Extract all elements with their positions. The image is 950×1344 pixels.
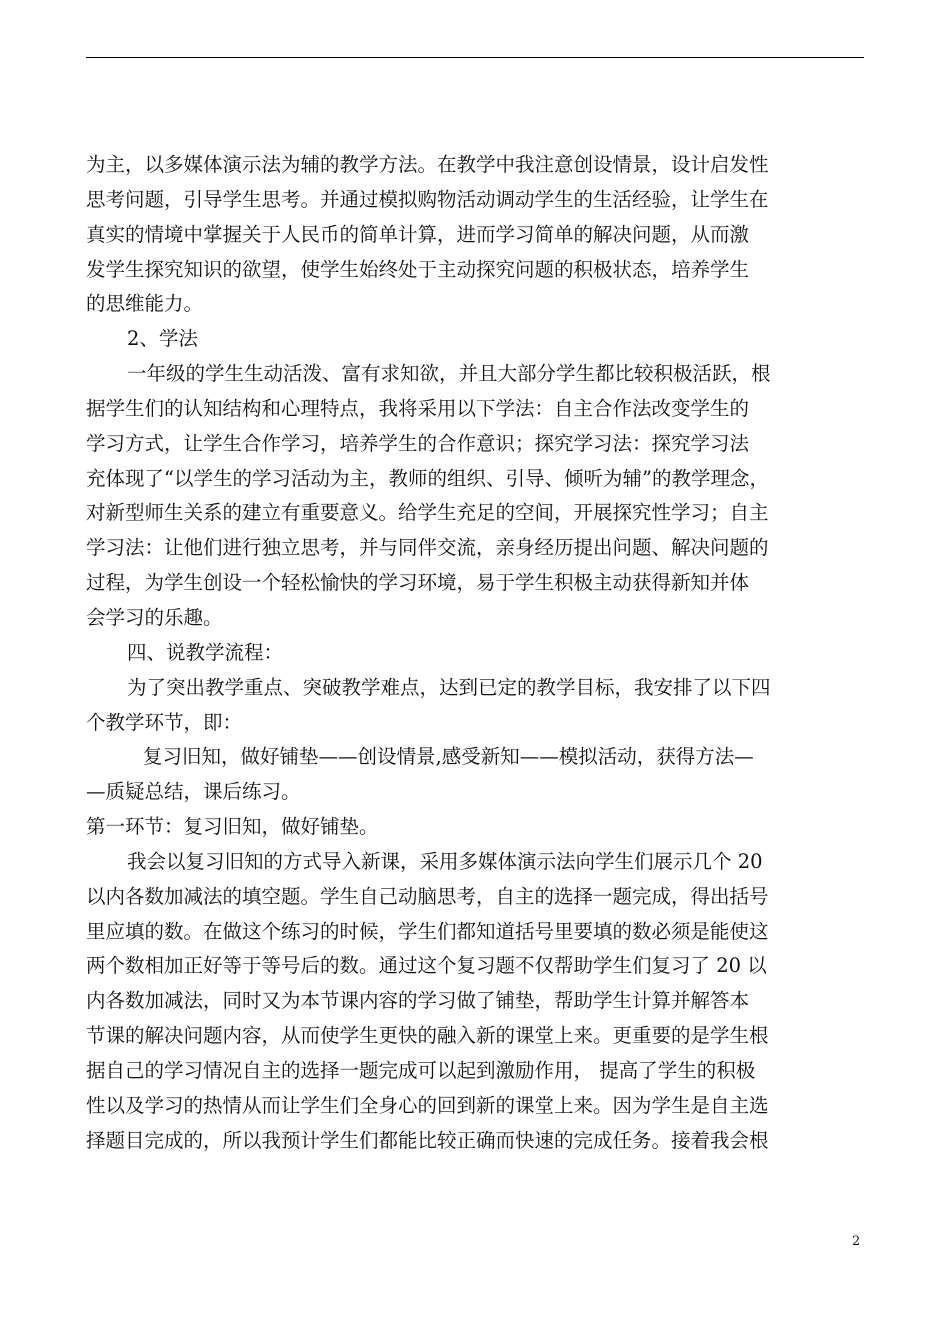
text-line: 一年级的学生生动活泼、富有求知欲，并且大部分学生都比较积极活跃，根 [127, 362, 771, 386]
text-line: —质疑总结，课后练习。 [86, 780, 301, 804]
text-line: 节课的解决问题内容，从而使学生更快的融入新的课堂上来。更重要的是学生根 [86, 1024, 769, 1048]
text-line: 对新型师生关系的建立有重要意义。给学生充足的空间，开展探究性学习；自主 [86, 501, 769, 525]
text-line: 里应填的数。在做这个练习的时候，学生们都知道括号里要填的数必须是能使这 [86, 919, 769, 943]
header-rule [86, 57, 864, 58]
text-line: 为了突出教学重点、突破教学难点，达到已定的教学目标，我安排了以下四 [127, 675, 771, 699]
text-line: 据自己的学习情况自主的选择一题完成可以起到激励作用， 提高了学生的积极 [86, 1058, 756, 1082]
text-line: 发学生探究知识的欲望，使学生始终处于主动探究问题的积极状态，培养学生 [86, 257, 750, 281]
text-line: 个教学环节，即： [86, 710, 243, 734]
text-line: 思考问题，引导学生思考。并通过模拟购物活动调动学生的生活经验，让学生在 [86, 187, 769, 211]
section-heading: 四、说教学流程： [127, 640, 284, 664]
text-line: 为主，以多媒体演示法为辅的教学方法。在教学中我注意创设情景，设计启发性 [86, 153, 769, 176]
section-heading: 2、学法 [127, 327, 198, 351]
text-line: 据学生们的认知结构和心理特点，我将采用以下学法：自主合作法改变学生的 [86, 396, 750, 420]
text-line: 以内各数加减法的填空题。学生自己动脑思考，自主的选择一题完成，得出括号 [86, 884, 769, 908]
text-line: 会学习的乐趣。 [86, 605, 223, 629]
document-body [86, 148, 864, 1158]
text-line: 过程，为学生创设一个轻松愉快的学习环境，易于学生积极主动获得新知并体 [86, 571, 750, 595]
text-line: 复习旧知，做好铺垫——创设情景,感受新知——模拟活动，获得方法— [143, 745, 754, 769]
text-line: 学习法：让他们进行独立思考，并与同伴交流，亲身经历提出问题、解决问题的 [86, 536, 769, 560]
text-line: 内各数加减法，同时又为本节课内容的学习做了铺垫，帮助学生计算并解答本 [86, 989, 750, 1013]
text-line: 两个数相加正好等于等号后的数。通过这个复习题不仅帮助学生们复习了 20 以 [86, 954, 767, 978]
text-line: 学习方式，让学生合作学习，培养学生的合作意识；探究学习法：探究学习法 [86, 431, 750, 455]
text-line: 性以及学习的热情从而让学生们全身心的回到新的课堂上来。因为学生是自主选 [86, 1093, 769, 1117]
text-line: 我会以复习旧知的方式导入新课，采用多媒体演示法向学生们展示几个 20 [127, 849, 763, 873]
page-number: 2 [852, 1234, 861, 1249]
text-line: 的思维能力。 [86, 292, 204, 316]
text-line: 择题目完成的，所以我预计学生们都能比较正确而快速的完成任务。接着我会根 [86, 1128, 769, 1152]
text-line: 真实的情境中掌握关于人民币的简单计算，进而学习简单的解决问题，从而激 [86, 222, 750, 246]
section-heading: 第一环节：复习旧知，做好铺垫。 [86, 815, 379, 839]
text-line: 充体现了“以学生的学习活动为主，教师的组织、引导、倾听为辅”的教学理念， [86, 466, 769, 490]
